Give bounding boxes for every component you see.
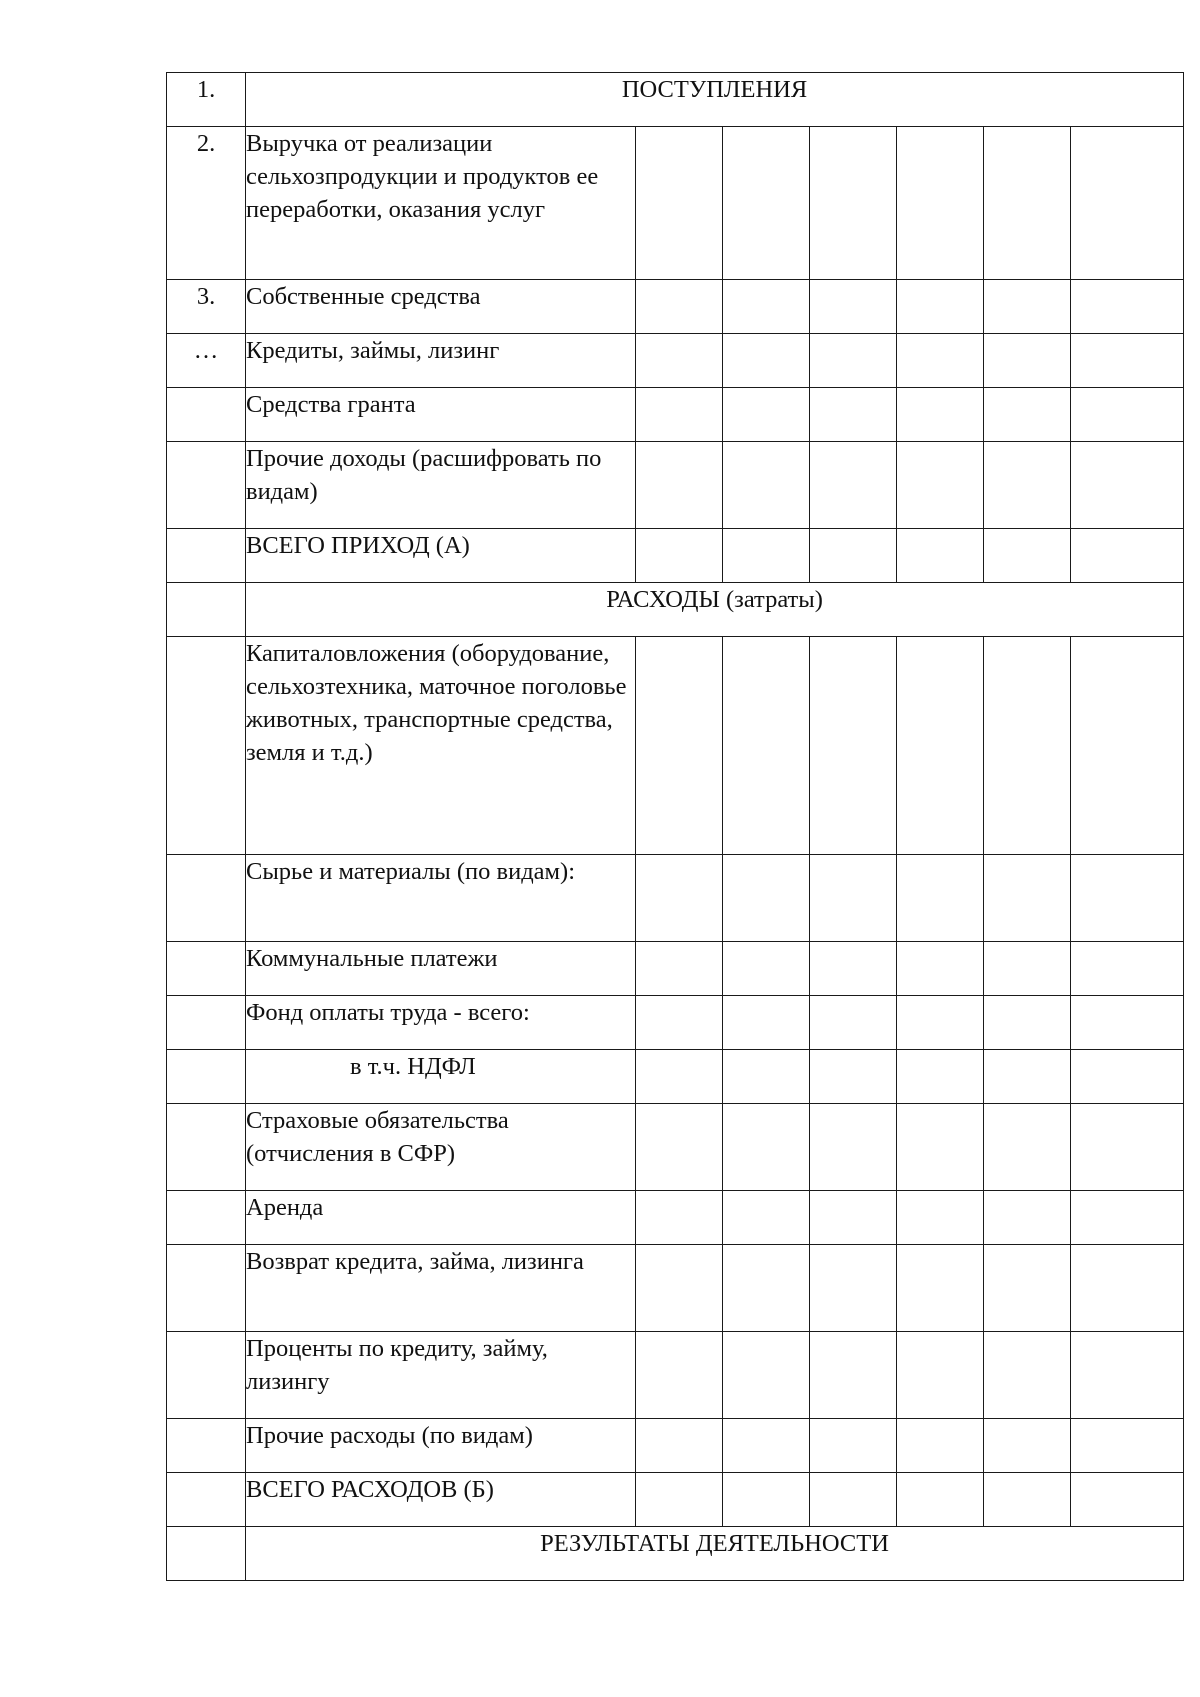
value-cell[interactable]	[636, 637, 723, 855]
row-number	[167, 388, 246, 442]
section-row	[167, 73, 1184, 127]
value-cell[interactable]	[984, 1473, 1071, 1527]
value-cell[interactable]	[810, 855, 897, 942]
value-cell[interactable]	[1071, 1245, 1184, 1332]
value-cell[interactable]	[810, 1191, 897, 1245]
row-number	[167, 1527, 246, 1581]
row-number	[167, 637, 246, 855]
value-cell[interactable]	[1071, 1104, 1184, 1191]
value-cell[interactable]	[810, 388, 897, 442]
table-row	[167, 388, 1184, 442]
value-cell[interactable]	[1071, 529, 1184, 583]
value-cell[interactable]	[723, 1050, 810, 1104]
row-number	[167, 942, 246, 996]
value-cell[interactable]	[723, 529, 810, 583]
row-number	[167, 996, 246, 1050]
value-cell[interactable]	[636, 1419, 723, 1473]
value-cell[interactable]	[810, 1419, 897, 1473]
value-cell[interactable]	[1071, 1050, 1184, 1104]
value-cell[interactable]	[723, 442, 810, 529]
table-row	[167, 637, 1184, 855]
row-label: Выручка от реализации сельхозпродукции и продуктов ее переработки, оказания услуг	[246, 127, 636, 280]
row-number	[167, 1332, 246, 1419]
value-cell[interactable]	[810, 1473, 897, 1527]
value-cell[interactable]	[810, 1245, 897, 1332]
row-label: Возврат кредита, займа, лизинга	[246, 1245, 636, 1332]
value-cell[interactable]	[636, 442, 723, 529]
value-cell[interactable]	[1071, 334, 1184, 388]
table-row	[167, 442, 1184, 529]
table-row	[167, 280, 1184, 334]
table-row	[167, 1473, 1184, 1527]
value-cell[interactable]	[723, 127, 810, 280]
value-cell[interactable]	[723, 1191, 810, 1245]
row-label: Сырье и материалы (по видам):	[246, 855, 636, 942]
value-cell[interactable]	[723, 1473, 810, 1527]
table-row	[167, 529, 1184, 583]
section-row	[167, 583, 1184, 637]
section-row	[167, 1527, 1184, 1581]
value-cell[interactable]	[723, 280, 810, 334]
value-cell[interactable]	[810, 942, 897, 996]
value-cell[interactable]	[984, 1332, 1071, 1419]
value-cell[interactable]	[810, 334, 897, 388]
value-cell[interactable]	[1071, 1332, 1184, 1419]
value-cell[interactable]	[636, 280, 723, 334]
value-cell[interactable]	[897, 127, 984, 280]
value-cell[interactable]	[897, 280, 984, 334]
value-cell[interactable]	[636, 1245, 723, 1332]
section-heading: ПОСТУПЛЕНИЯ	[246, 73, 1184, 127]
table-row	[167, 1191, 1184, 1245]
table-row	[167, 1104, 1184, 1191]
value-cell[interactable]	[897, 1473, 984, 1527]
value-cell[interactable]	[984, 442, 1071, 529]
value-cell[interactable]	[810, 1050, 897, 1104]
value-cell[interactable]	[1071, 1419, 1184, 1473]
row-number	[167, 583, 246, 637]
value-cell[interactable]	[1071, 442, 1184, 529]
value-cell[interactable]	[636, 942, 723, 996]
value-cell[interactable]	[723, 388, 810, 442]
value-cell[interactable]	[810, 442, 897, 529]
row-label: Капиталовложения (оборудование, сельхозтехника, маточное поголовье животных, транспортные средства, земля и т.д.)	[246, 637, 636, 855]
value-cell[interactable]	[897, 334, 984, 388]
value-cell[interactable]	[897, 1332, 984, 1419]
value-cell[interactable]	[984, 1050, 1071, 1104]
value-cell[interactable]	[636, 1050, 723, 1104]
table-row	[167, 942, 1184, 996]
value-cell[interactable]	[723, 637, 810, 855]
row-label: Прочие доходы (расшифровать по видам)	[246, 442, 636, 529]
table-row	[167, 1419, 1184, 1473]
row-label: Фонд оплаты труда - всего:	[246, 996, 636, 1050]
value-cell[interactable]	[636, 529, 723, 583]
value-cell[interactable]	[984, 1104, 1071, 1191]
value-cell[interactable]	[723, 1419, 810, 1473]
section-heading: РАСХОДЫ (затраты)	[246, 583, 1184, 637]
section-heading: РЕЗУЛЬТАТЫ ДЕЯТЕЛЬНОСТИ	[246, 1527, 1184, 1581]
row-label: Проценты по кредиту, займу, лизингу	[246, 1332, 636, 1419]
row-label: Страховые обязательства (отчисления в СФР)	[246, 1104, 636, 1191]
value-cell[interactable]	[636, 855, 723, 942]
value-cell[interactable]	[810, 127, 897, 280]
row-number	[167, 529, 246, 583]
row-label: Прочие расходы (по видам)	[246, 1419, 636, 1473]
row-number	[167, 1191, 246, 1245]
value-cell[interactable]	[810, 1332, 897, 1419]
value-cell[interactable]	[810, 637, 897, 855]
value-cell[interactable]	[723, 1332, 810, 1419]
row-number	[167, 1050, 246, 1104]
table-row	[167, 1050, 1184, 1104]
row-label: Коммунальные платежи	[246, 942, 636, 996]
value-cell[interactable]	[636, 127, 723, 280]
value-cell[interactable]	[984, 334, 1071, 388]
table-row	[167, 1332, 1184, 1419]
value-cell[interactable]	[984, 1245, 1071, 1332]
value-cell[interactable]	[984, 127, 1071, 280]
value-cell[interactable]	[636, 334, 723, 388]
value-cell[interactable]	[1071, 280, 1184, 334]
row-label: ВСЕГО РАСХОДОВ (Б)	[246, 1473, 636, 1527]
value-cell[interactable]	[984, 280, 1071, 334]
value-cell[interactable]	[897, 996, 984, 1050]
value-cell[interactable]	[810, 1104, 897, 1191]
table-row	[167, 1245, 1184, 1332]
value-cell[interactable]	[897, 529, 984, 583]
row-number	[167, 1419, 246, 1473]
table-row	[167, 334, 1184, 388]
value-cell[interactable]	[984, 1419, 1071, 1473]
value-cell[interactable]	[1071, 855, 1184, 942]
value-cell[interactable]	[636, 1104, 723, 1191]
value-cell[interactable]	[1071, 1473, 1184, 1527]
value-cell[interactable]	[723, 855, 810, 942]
value-cell[interactable]	[897, 1191, 984, 1245]
row-label: ВСЕГО ПРИХОД (А)	[246, 529, 636, 583]
row-number	[167, 855, 246, 942]
row-label: Аренда	[246, 1191, 636, 1245]
value-cell[interactable]	[984, 942, 1071, 996]
value-cell[interactable]	[897, 855, 984, 942]
value-cell[interactable]	[723, 1245, 810, 1332]
value-cell[interactable]	[897, 637, 984, 855]
table-row	[167, 127, 1184, 280]
row-number	[167, 1245, 246, 1332]
row-number: 2.	[167, 127, 246, 280]
table-row	[167, 996, 1184, 1050]
value-cell[interactable]	[636, 1332, 723, 1419]
value-cell[interactable]	[810, 996, 897, 1050]
value-cell[interactable]	[897, 1050, 984, 1104]
value-cell[interactable]	[1071, 1191, 1184, 1245]
value-cell[interactable]	[897, 942, 984, 996]
value-cell[interactable]	[897, 1245, 984, 1332]
value-cell[interactable]	[723, 334, 810, 388]
value-cell[interactable]	[636, 388, 723, 442]
value-cell[interactable]	[984, 1191, 1071, 1245]
value-cell[interactable]	[636, 996, 723, 1050]
table-row	[167, 855, 1184, 942]
row-label: Кредиты, займы, лизинг	[246, 334, 636, 388]
row-label: Собственные средства	[246, 280, 636, 334]
value-cell[interactable]	[984, 855, 1071, 942]
value-cell[interactable]	[897, 388, 984, 442]
value-cell[interactable]	[984, 529, 1071, 583]
value-cell[interactable]	[984, 388, 1071, 442]
row-number	[167, 1473, 246, 1527]
value-cell[interactable]	[1071, 388, 1184, 442]
table-body	[167, 73, 1184, 1581]
value-cell[interactable]	[636, 1191, 723, 1245]
value-cell[interactable]	[897, 442, 984, 529]
row-number: 1.	[167, 73, 246, 127]
row-label: Средства гранта	[246, 388, 636, 442]
value-cell[interactable]	[810, 529, 897, 583]
budget-table	[166, 72, 1184, 1581]
value-cell[interactable]	[1071, 942, 1184, 996]
value-cell[interactable]	[723, 942, 810, 996]
value-cell[interactable]	[1071, 996, 1184, 1050]
value-cell[interactable]	[723, 1104, 810, 1191]
row-label: в т.ч. НДФЛ	[246, 1050, 636, 1104]
value-cell[interactable]	[984, 996, 1071, 1050]
row-number: …	[167, 334, 246, 388]
value-cell[interactable]	[984, 637, 1071, 855]
value-cell[interactable]	[810, 280, 897, 334]
value-cell[interactable]	[1071, 637, 1184, 855]
row-number: 3.	[167, 280, 246, 334]
row-number	[167, 442, 246, 529]
value-cell[interactable]	[897, 1104, 984, 1191]
value-cell[interactable]	[897, 1419, 984, 1473]
value-cell[interactable]	[723, 996, 810, 1050]
row-number	[167, 1104, 246, 1191]
value-cell[interactable]	[1071, 127, 1184, 280]
value-cell[interactable]	[636, 1473, 723, 1527]
